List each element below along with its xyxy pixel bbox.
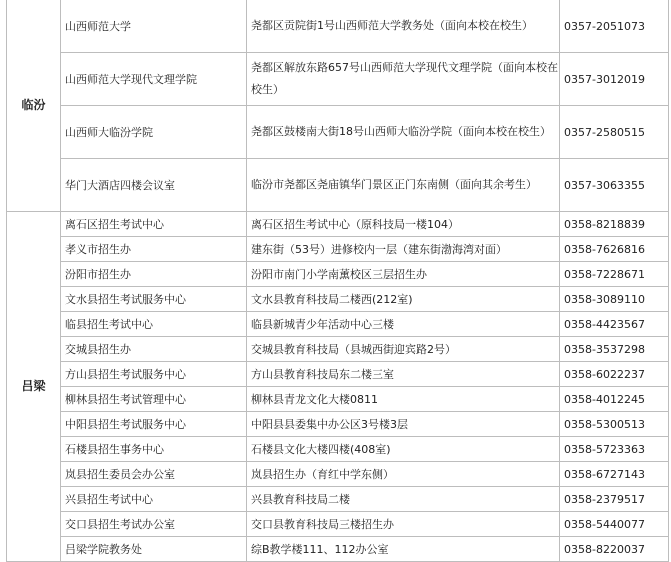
site-name-cell: 石楼县招生事务中心 [61,437,247,462]
site-name-cell: 临县招生考试中心 [61,312,247,337]
region-cell: 临汾 [7,0,61,212]
phone-cell: 0358-8218839 [560,212,669,237]
site-name-cell: 离石区招生考试中心 [61,212,247,237]
table-row [7,387,669,412]
phone-cell: 0358-5723363 [560,437,669,462]
phone-cell: 0357-3012019 [560,53,669,106]
phone-cell: 0357-2580515 [560,106,669,159]
table-row [7,412,669,437]
site-name-cell: 华门大酒店四楼会议室 [61,159,247,212]
phone-cell: 0358-7626816 [560,237,669,262]
exam-sites-table [6,0,669,562]
table-row [7,262,669,287]
site-name-cell: 柳林县招生考试管理中心 [61,387,247,412]
address-cell: 文水县教育科技局二楼西(212室) [247,287,560,312]
address-cell: 柳林县青龙文化大楼0811 [247,387,560,412]
address-cell: 交口县教育科技局三楼招生办 [247,512,560,537]
address-cell: 汾阳市南门小学南薰校区三层招生办 [247,262,560,287]
phone-cell: 0358-6727143 [560,462,669,487]
address-cell: 岚县招生办（育红中学东侧） [247,462,560,487]
site-name-cell: 交城县招生办 [61,337,247,362]
phone-cell: 0357-3063355 [560,159,669,212]
site-name-cell: 方山县招生考试服务中心 [61,362,247,387]
table-row [7,53,669,106]
table-row [7,512,669,537]
address-cell: 尧都区贡院街1号山西师范大学教务处（面向本校在校生） [247,0,560,53]
table-row [7,362,669,387]
site-name-cell: 交口县招生考试办公室 [61,512,247,537]
table-row [7,337,669,362]
table-row [7,0,669,53]
address-cell: 方山县教育科技局东二楼三室 [247,362,560,387]
address-cell: 兴县教育科技局二楼 [247,487,560,512]
phone-cell: 0358-3537298 [560,337,669,362]
table-row [7,437,669,462]
address-cell: 建东街（53号）进修校内一层（建东街渤海湾对面） [247,237,560,262]
phone-cell: 0358-5440077 [560,512,669,537]
phone-cell: 0357-2051073 [560,0,669,53]
address-cell: 离石区招生考试中心（原科技局一楼104） [247,212,560,237]
site-name-cell: 吕梁学院教务处 [61,537,247,562]
table-row [7,212,669,237]
phone-cell: 0358-4423567 [560,312,669,337]
table-row [7,159,669,212]
table-row [7,237,669,262]
site-name-cell: 山西师大临汾学院 [61,106,247,159]
site-name-cell: 中阳县招生考试服务中心 [61,412,247,437]
phone-cell: 0358-2379517 [560,487,669,512]
site-name-cell: 山西师范大学 [61,0,247,53]
table-row [7,487,669,512]
table-row [7,106,669,159]
phone-cell: 0358-4012245 [560,387,669,412]
address-cell: 综B教学楼111、112办公室 [247,537,560,562]
site-name-cell: 汾阳市招生办 [61,262,247,287]
region-cell: 吕梁 [7,212,61,562]
address-cell: 交城县教育科技局（县城西街迎宾路2号） [247,337,560,362]
address-cell: 临汾市尧都区尧庙镇华门景区正门东南侧（面向其余考生） [247,159,560,212]
address-cell: 临县新城青少年活动中心三楼 [247,312,560,337]
address-cell: 石楼县文化大楼四楼(408室) [247,437,560,462]
address-cell: 中阳县县委集中办公区3号楼3层 [247,412,560,437]
address-cell: 尧都区鼓楼南大街18号山西师大临汾学院（面向本校在校生） [247,106,560,159]
site-name-cell: 山西师范大学现代文理学院 [61,53,247,106]
table-row [7,537,669,562]
phone-cell: 0358-7228671 [560,262,669,287]
table-row [7,287,669,312]
site-name-cell: 岚县招生委员会办公室 [61,462,247,487]
phone-cell: 0358-5300513 [560,412,669,437]
site-name-cell: 文水县招生考试服务中心 [61,287,247,312]
address-cell: 尧都区解放东路657号山西师范大学现代文理学院（面向本校在校生） [247,53,560,106]
table-body [7,0,669,562]
site-name-cell: 孝义市招生办 [61,237,247,262]
table-row [7,462,669,487]
phone-cell: 0358-3089110 [560,287,669,312]
site-name-cell: 兴县招生考试中心 [61,487,247,512]
table-row [7,312,669,337]
phone-cell: 0358-6022237 [560,362,669,387]
phone-cell: 0358-8220037 [560,537,669,562]
